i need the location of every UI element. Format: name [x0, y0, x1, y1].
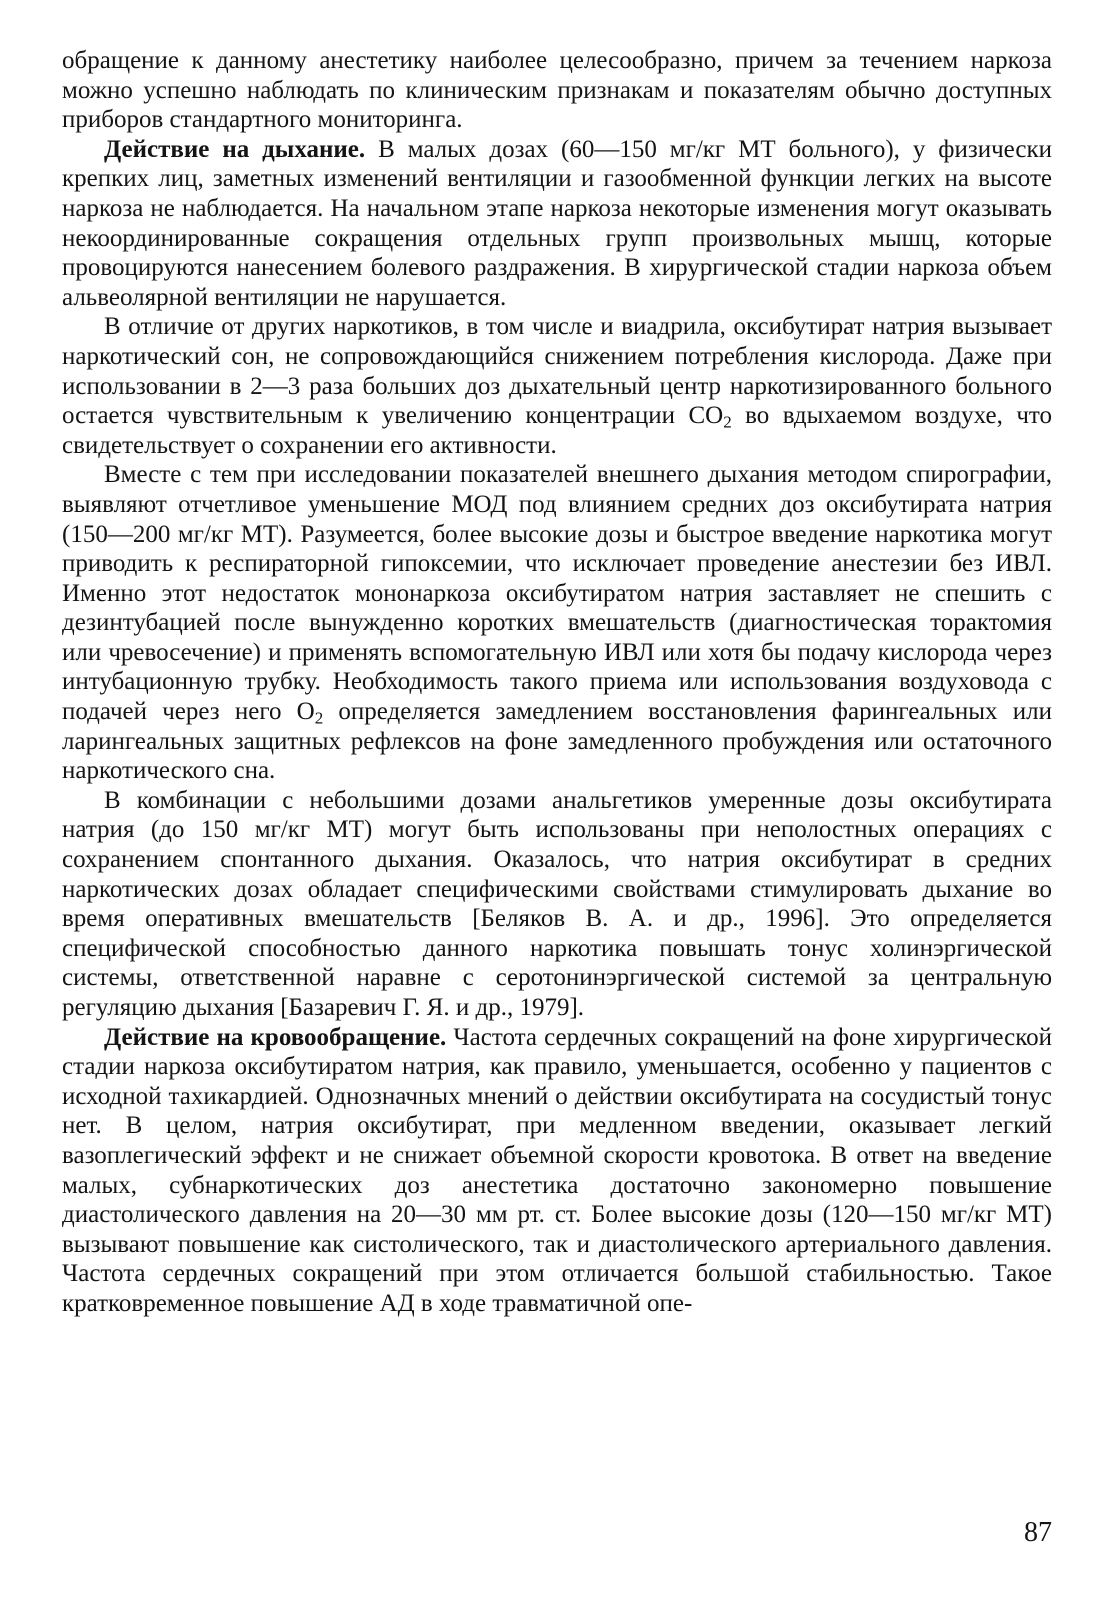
paragraph-text: В малых дозах (60—150 мг/кг МТ больного), у физически крепких лиц, заметных изменений вентиляции и газообменной функции легких на высоте наркоза не наблюдается. На начальном этапе наркоза некоторые изменения могут оказывать некоординированные сокращения отдельных групп произвольных мышц, которые провоцируются нанесением болевого раздражения. В хирургической стадии наркоза объем альвеолярной вентиляции не нарушается.: [62, 135, 1053, 311]
section-heading-respiration: Действие на дыхание.: [104, 135, 366, 163]
paragraph-combination: [62, 786, 1052, 1023]
paragraph-text: Частота сердечных сокращений на фоне хирургической стадии наркоза оксибутиратом натрия, как правило, уменьшается, особенно у пациентов с исходной тахикардией. Однозначных мнений о действии оксибутирата на сосудистый тонус нет. В целом, натрия оксибутират, при медленном введении, оказывает легкий вазоплегический эффект и не снижает объемной скорости кровотока. В ответ на введение малых, субнаркотических доз анестетика достаточно закономерно повышение диастолического давления на 20—30 мм рт. ст. Более высокие дозы (120—150 мг/кг МТ) вызывают повышение как систолического, так и диастолического артериального давления. Частота сердечных сокращений при этом отличается большой стабильностью. Такое кратковременное повышение АД в ходе травматичной опе-: [62, 1023, 1052, 1317]
paragraph-text: В комбинации с небольшими дозами анальгетиков умеренные дозы оксибутирата натрия (до 150 мг/кг МТ) могут быть использованы при неполостных операциях с сохранением спонтанного дыхания. Оказалось, что натрия оксибутират в средних наркотических дозах обладает специфическими свойствами стимулировать дыхание во время оперативных вмешательств [Беляков В. А. и др., 1996]. Это определяется специфической способностью данного наркотика повышать тонус холинэргической системы, ответственной наравне с серотонинэргической системой за центральную регуляцию дыхания [Базаревич Г. Я. и др., 1979].: [62, 786, 1052, 1021]
section-heading-circulation: Действие на кровообращение.: [104, 1023, 447, 1051]
paragraph-oxygen: [62, 312, 1052, 460]
paragraph-text: во вдыхаемом воздухе, что свидетельствует о сохранении его активности.: [62, 402, 1052, 459]
subscript: 2: [723, 412, 732, 432]
paragraph-respiration: [62, 135, 1052, 313]
paragraph-spirography: [62, 460, 1052, 786]
page-body: [62, 46, 1052, 1319]
paragraph-text: обращение к данному анестетику наиболее целесообразно, причем за течением наркоза можно успешно наблюдать по клиническим признакам и показателям обычно доступных приборов стандартного мониторинга.: [62, 47, 1052, 134]
paragraph-text: Вместе с тем при исследовании показателей внешнего дыхания методом спирографии, выявляют отчетливое уменьшение МОД под влиянием средних доз оксибутирата натрия (150—200 мг/кг МТ). Разумеется, более высокие дозы и быстрое введение наркотика могут приводить к респираторной гипоксемии, что исключает проведение анестезии без ИВЛ. Именно этот недостаток мононаркоза оксибутиратом натрия заставляет не спешить с дезинтубацией после вынужденно коротких вмешательств (диагностическая торактомия или чревосечение) и применять вспомогательную ИВЛ или хотя бы подачу кислорода через интубационную трубку. Необходимость такого приема или использования воздуховода с подачей через него O: [62, 461, 1052, 726]
paragraph-text: В отличие от других наркотиков, в том числе и виадрила, оксибутират натрия вызывает наркотический сон, не сопровождающийся снижением потребления кислорода. Даже при использовании в 2—3 раза больших доз дыхательный центр наркотизированного больного остается чувствительным к увеличению концентрации CO: [62, 313, 1052, 430]
paragraph-circulation: [62, 1023, 1052, 1319]
subscript: 2: [314, 708, 324, 728]
paragraph-text: определяется замедлением восстановления фарингеальных или ларингеальных защитных рефлексов на фоне замедленного пробуждения или остаточного наркотического сна.: [62, 698, 1052, 785]
page-number: 87: [1024, 1517, 1052, 1548]
paragraph-continuation: [62, 46, 1052, 135]
